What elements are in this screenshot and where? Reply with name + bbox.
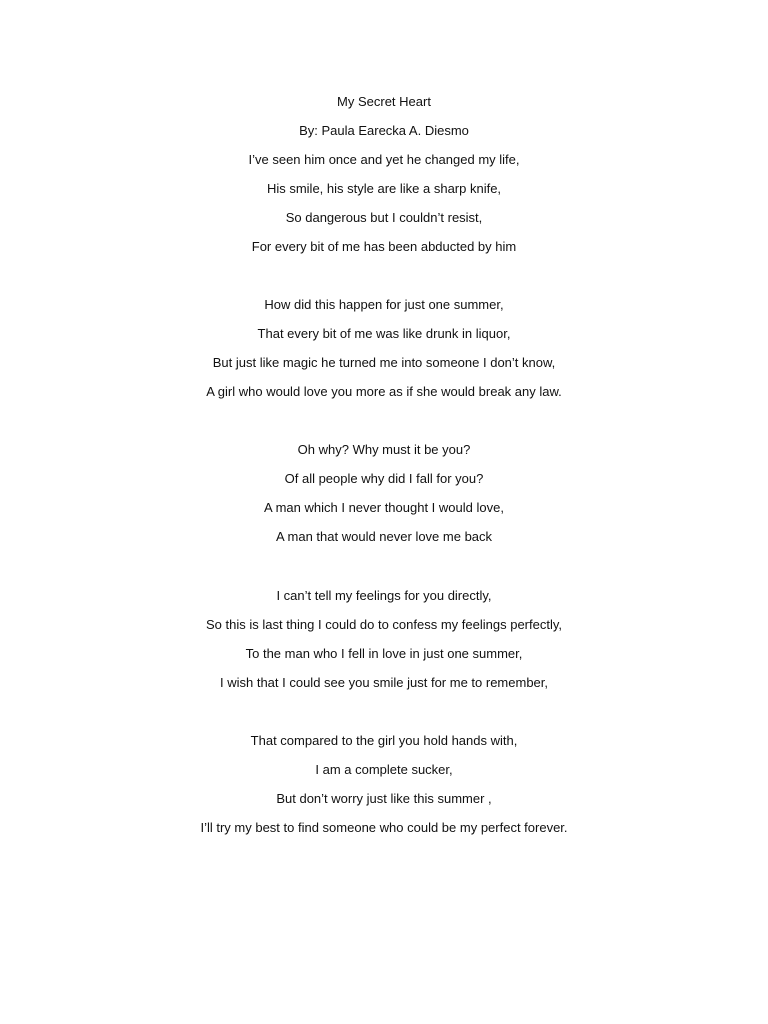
- poem-line: I’ve seen him once and yet he changed my life,: [248, 152, 520, 167]
- poem-line: That every bit of me was like drunk in liquor,: [257, 326, 511, 341]
- poem-line: A girl who would love you more as if she would break any law.: [206, 384, 562, 399]
- poem-line: I’ll try my best to find someone who could be my perfect forever.: [200, 820, 568, 835]
- poem-line: For every bit of me has been abducted by him: [251, 239, 517, 254]
- poem-line: I wish that I could see you smile just for me to remember,: [219, 675, 549, 690]
- poem-line: But don’t worry just like this summer ,: [276, 791, 492, 806]
- poem-line: So this is last thing I could do to confess my feelings perfectly,: [206, 617, 562, 632]
- poem-line: To the man who I fell in love in just one summer,: [245, 646, 523, 661]
- poem-title: My Secret Heart: [337, 94, 431, 109]
- poem-author: By: Paula Earecka A. Diesmo: [299, 123, 469, 138]
- poem-line: How did this happen for just one summer,: [264, 297, 504, 312]
- poem-line: A man which I never thought I would love,: [264, 500, 504, 515]
- poem-line: That compared to the girl you hold hands with,: [250, 733, 518, 748]
- poem-line: His smile, his style are like a sharp knife,: [266, 181, 502, 196]
- poem-line: Oh why? Why must it be you?: [297, 442, 471, 457]
- poem-line: So dangerous but I couldn’t resist,: [285, 210, 483, 225]
- poem-line: I can’t tell my feelings for you directly,: [276, 588, 492, 603]
- poem-line: But just like magic he turned me into someone I don’t know,: [212, 355, 556, 370]
- poem-line: Of all people why did I fall for you?: [284, 471, 484, 486]
- poem-line: A man that would never love me back: [275, 529, 493, 544]
- poem-line: I am a complete sucker,: [315, 762, 453, 777]
